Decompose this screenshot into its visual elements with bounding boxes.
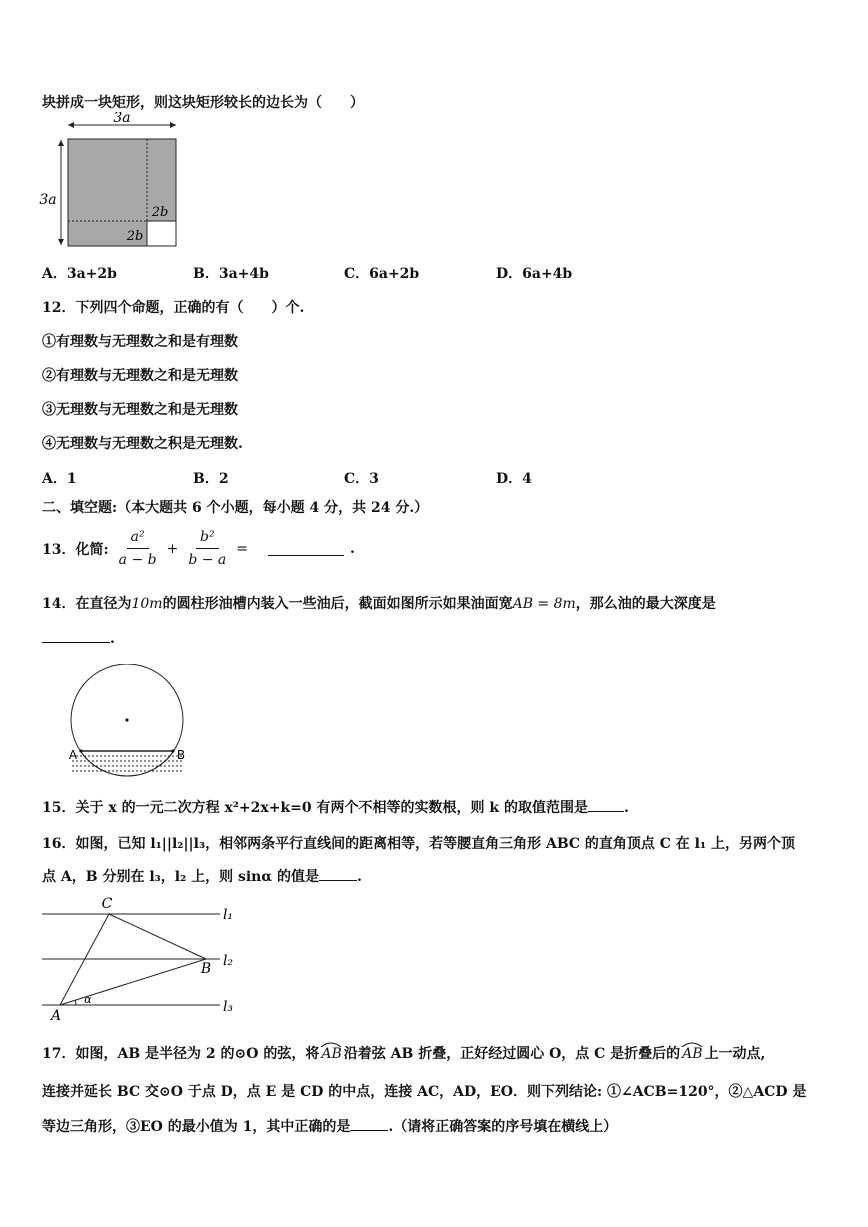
q13-equals: = bbox=[236, 540, 249, 557]
q13-fraction-2 bbox=[184, 528, 230, 569]
q17-text-b: 沿着弦 AB 折叠，正好经过圆心 O，点 C 是折叠后的 bbox=[343, 1046, 681, 1062]
q14-answer-blank[interactable] bbox=[42, 628, 110, 643]
q14-circle-figure bbox=[62, 664, 192, 784]
q14-line-1 bbox=[42, 593, 716, 613]
q11-top-label: 3a bbox=[113, 112, 131, 126]
q17-text-a: 17．如图，AB 是半径为 2 的⊙O 的弦，将 bbox=[42, 1046, 320, 1062]
q11-rectangle-figure bbox=[38, 112, 188, 254]
q17-arc-1 bbox=[319, 1046, 343, 1062]
q16-line-2-text: 点 A，B 分别在 l₃，l₂ 上，则 sinα 的值是 bbox=[42, 869, 319, 885]
q16-label-a: A bbox=[50, 1008, 62, 1024]
q12-statement-2: ②有理数与无理数之和是无理数 bbox=[42, 368, 238, 384]
q14-text-a: 14．在直径为 bbox=[42, 596, 132, 612]
q13-frac2-numerator: b² bbox=[196, 528, 219, 549]
q13-end: . bbox=[350, 540, 355, 557]
q13-frac2-denominator: b − a bbox=[188, 552, 227, 568]
q11-white-corner bbox=[147, 221, 176, 246]
q11-stem-tail: 块拼成一块矩形，则这块矩形较长的边长为（ ） bbox=[42, 95, 364, 111]
q16-answer-blank[interactable] bbox=[319, 866, 357, 881]
q17-arc-1-text: AB bbox=[321, 1046, 342, 1062]
q17-text-d: 等边三角形，③EO 的最小值为 1，其中正确的是 bbox=[42, 1119, 351, 1135]
q14-label-b: B bbox=[176, 748, 186, 762]
q16-line-2 bbox=[42, 866, 362, 886]
q15-text: 15．关于 x 的一元二次方程 x²+2x+k=0 有两个不相等的实数根，则 k 的取值范围是 bbox=[42, 800, 588, 816]
q16-label-l2: l₂ bbox=[222, 953, 234, 969]
q16-parallel-lines-figure bbox=[40, 895, 240, 1025]
q14-width: AB = 8m bbox=[512, 596, 576, 612]
q11-inner-right-label: 2b bbox=[151, 205, 169, 220]
q17-line-2: 连接并延长 BC 交⊙O 于点 D，点 E 是 CD 的中点，连接 AC，AD，EO．则下列结论: ①∠ACB=120°，②△ACD 是 bbox=[42, 1084, 807, 1100]
q13-line bbox=[42, 528, 355, 569]
q13-plus: + bbox=[166, 540, 179, 557]
q16-label-alpha: α bbox=[84, 993, 92, 1006]
q17-answer-blank[interactable] bbox=[350, 1116, 388, 1131]
q16-label-l1: l₁ bbox=[222, 907, 234, 923]
q17-arc-2 bbox=[680, 1046, 704, 1062]
q13-frac1-denominator: a − b bbox=[118, 552, 157, 568]
q12-statement-4: ④无理数与无理数之积是无理数. bbox=[42, 436, 243, 452]
q17-text-c: 上一动点, bbox=[704, 1046, 766, 1062]
q14-text-c: ，那么油的最大深度是 bbox=[575, 596, 716, 612]
section-2-heading: 二、填空题:（本大题共 6 个小题，每小题 4 分，共 24 分.） bbox=[42, 500, 429, 516]
q13-answer-blank[interactable] bbox=[268, 541, 344, 556]
q16-line-1: 16．如图，已知 l₁||l₂||l₃，相邻两条平行直线间的距离相等，若等腰直角三角形 ABC 的直角顶点 C 在 l₁ 上，另两个顶 bbox=[42, 836, 796, 852]
q14-end: . bbox=[110, 631, 115, 647]
q12-option-a[interactable]: A．1 bbox=[42, 471, 77, 487]
q17-arc-2-text: AB bbox=[682, 1046, 703, 1062]
q12-stem: 12．下列四个命题，正确的有（ ）个. bbox=[42, 300, 305, 316]
q12-option-b[interactable]: B．2 bbox=[193, 471, 229, 487]
q11-option-b[interactable]: B．3a+4b bbox=[193, 266, 269, 282]
q11-option-a[interactable]: A．3a+2b bbox=[42, 266, 117, 282]
q13-frac1-numerator: a² bbox=[127, 528, 149, 549]
q11-option-c[interactable]: C．6a+2b bbox=[344, 266, 420, 282]
q14-label-a: A bbox=[68, 748, 78, 762]
q11-left-label: 3a bbox=[39, 192, 57, 208]
q14-line-2 bbox=[42, 628, 115, 647]
q16-label-l3: l₃ bbox=[222, 999, 234, 1015]
q12-option-d[interactable]: D．4 bbox=[496, 471, 532, 487]
q16-label-c: C bbox=[101, 896, 113, 912]
q12-statement-1: ①有理数与无理数之和是有理数 bbox=[42, 334, 238, 350]
q17-line-3 bbox=[42, 1116, 617, 1136]
q16-label-b: B bbox=[200, 961, 212, 977]
q11-option-d[interactable]: D．6a+4b bbox=[496, 266, 573, 282]
q11-inner-bottom-label: 2b bbox=[126, 229, 144, 244]
q12-option-c[interactable]: C．3 bbox=[344, 471, 379, 487]
q13-fraction-1 bbox=[115, 528, 161, 569]
q13-prefix: 13．化简: bbox=[42, 541, 109, 558]
q15-line bbox=[42, 797, 629, 817]
q15-answer-blank[interactable] bbox=[588, 797, 624, 812]
q15-end: . bbox=[623, 800, 629, 816]
q17-text-e: .（请将正确答案的序号填在横线上） bbox=[388, 1119, 618, 1135]
q17-line-1 bbox=[42, 1043, 765, 1063]
q16-end: . bbox=[357, 869, 362, 885]
q14-diameter: 10m bbox=[131, 596, 163, 612]
q14-text-b: 的圆柱形油槽内装入一些油后，截面如图所示如果油面宽 bbox=[162, 596, 513, 612]
q12-statement-3: ③无理数与无理数之和是无理数 bbox=[42, 402, 238, 418]
